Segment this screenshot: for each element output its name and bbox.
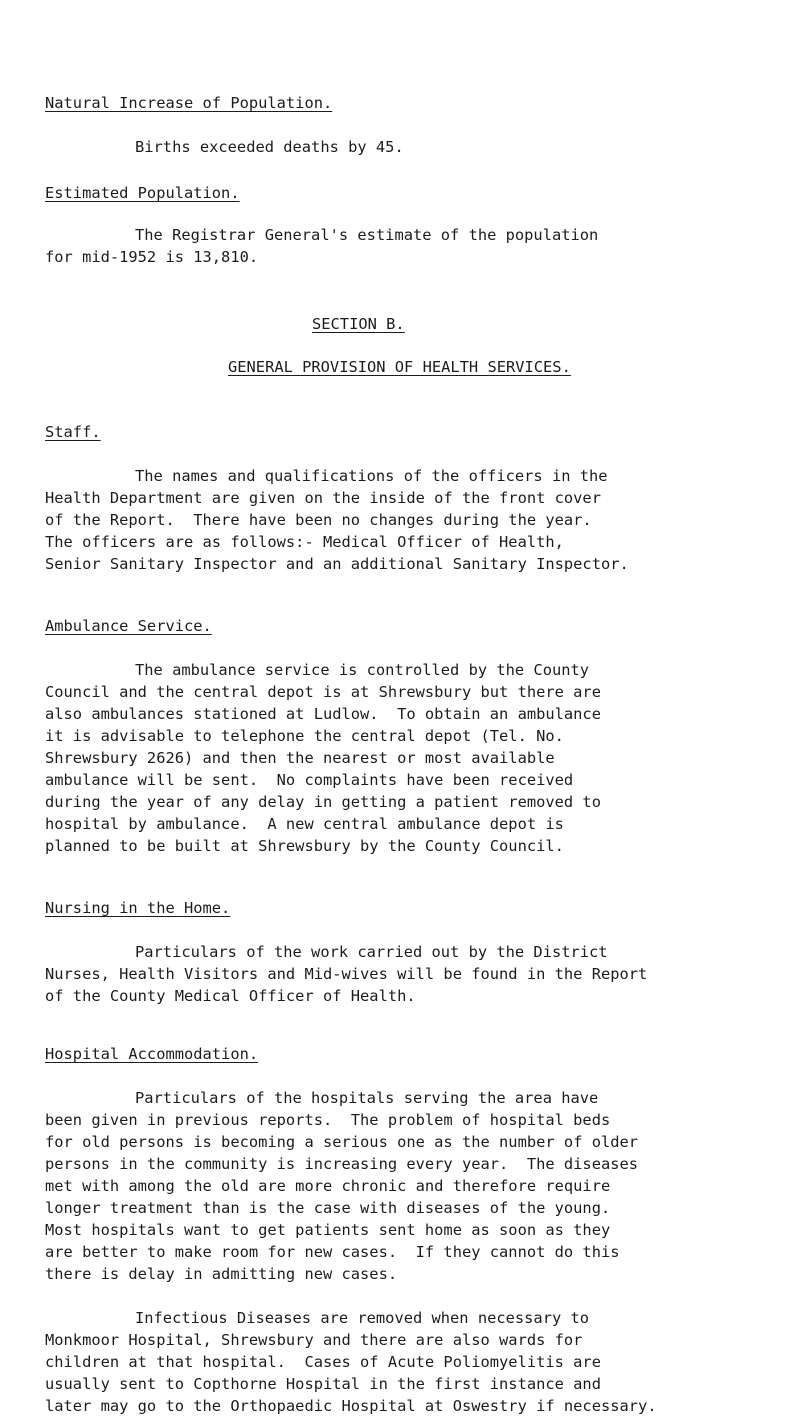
hospital-p1-line-7: Most hospitals want to get patients sent home as soon as they	[45, 1221, 611, 1239]
nursing-heading: Nursing in the Home.	[45, 899, 231, 917]
ambulance-line-1: The ambulance service is controlled by the County	[135, 661, 590, 679]
hospital-p2-line-1: Infectious Diseases are removed when necessary to	[135, 1309, 590, 1327]
hospital-p1-line-1: Particulars of the hospitals serving the area have	[135, 1089, 599, 1107]
hospital-p2-line-4: usually sent to Copthorne Hospital in the first instance and	[45, 1375, 601, 1393]
estimated-population-heading: Estimated Population.	[45, 184, 240, 202]
nursing-line-3: of the County Medical Officer of Health.	[45, 987, 416, 1005]
hospital-p1-line-6: longer treatment than is the case with diseases of the young.	[45, 1199, 611, 1217]
staff-line-2: Health Department are given on the inside of the front cover	[45, 489, 601, 507]
staff-heading: Staff.	[45, 423, 101, 441]
ambulance-line-9: planned to be built at Shrewsbury by the County Council.	[45, 837, 564, 855]
staff-line-3: of the Report. There have been no changes during the year.	[45, 511, 592, 529]
hospital-p1-line-5: met with among the old are more chronic and therefore require	[45, 1177, 611, 1195]
ambulance-line-2: Council and the central depot is at Shrewsbury but there are	[45, 683, 601, 701]
natural-increase-text: Births exceeded deaths by 45.	[135, 138, 404, 156]
nursing-line-1: Particulars of the work carried out by the District	[135, 943, 608, 961]
hospital-p2-line-2: Monkmoor Hospital, Shrewsbury and there are also wards for	[45, 1331, 583, 1349]
section-subtitle: GENERAL PROVISION OF HEALTH SERVICES.	[228, 358, 571, 376]
hospital-p1-line-2: been given in previous reports. The problem of hospital beds	[45, 1111, 611, 1129]
section-title: SECTION B.	[312, 315, 405, 333]
estimated-population-line-2: for mid-1952 is 13,810.	[45, 248, 259, 266]
natural-increase-heading: Natural Increase of Population.	[45, 94, 333, 112]
staff-line-5: Senior Sanitary Inspector and an additional Sanitary Inspector.	[45, 555, 629, 573]
hospital-p1-line-4: persons in the community is increasing every year. The diseases	[45, 1155, 639, 1173]
estimated-population-line-1: The Registrar General's estimate of the population	[135, 226, 599, 244]
ambulance-line-7: during the year of any delay in getting a patient removed to	[45, 793, 601, 811]
ambulance-line-8: hospital by ambulance. A new central ambulance depot is	[45, 815, 564, 833]
hospital-p2-line-5: later may go to the Orthopaedic Hospital at Oswestry if necessary.	[45, 1397, 657, 1415]
hospital-p1-line-3: for old persons is becoming a serious one as the number of older	[45, 1133, 639, 1151]
ambulance-line-5: Shrewsbury 2626) and then the nearest or most available	[45, 749, 555, 767]
ambulance-line-4: it is advisable to telephone the central depot (Tel. No.	[45, 727, 564, 745]
staff-line-4: The officers are as follows:- Medical Officer of Health,	[45, 533, 564, 551]
hospital-heading: Hospital Accommodation.	[45, 1045, 259, 1063]
ambulance-line-6: ambulance will be sent. No complaints have been received	[45, 771, 574, 789]
nursing-line-2: Nurses, Health Visitors and Mid-wives will be found in the Report	[45, 965, 648, 983]
hospital-p1-line-8: are better to make room for new cases. If they cannot do this	[45, 1243, 620, 1261]
ambulance-heading: Ambulance Service.	[45, 617, 212, 635]
ambulance-line-3: also ambulances stationed at Ludlow. To obtain an ambulance	[45, 705, 601, 723]
hospital-p1-line-9: there is delay in admitting new cases.	[45, 1265, 398, 1283]
staff-line-1: The names and qualifications of the officers in the	[135, 467, 608, 485]
hospital-p2-line-3: children at that hospital. Cases of Acute Poliomyelitis are	[45, 1353, 601, 1371]
